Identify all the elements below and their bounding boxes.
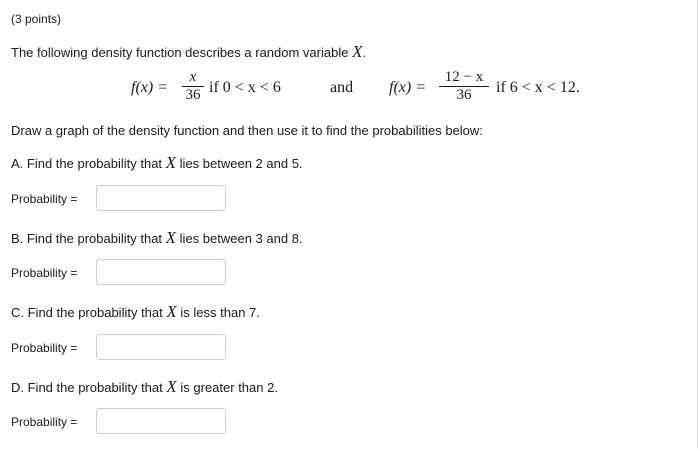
f2-denominator: 36: [456, 87, 472, 103]
question-d: [11, 377, 278, 397]
question-b-suffix: lies between 3 and 8.: [179, 231, 303, 246]
intro-sentence: [11, 42, 366, 62]
question-b-prefix: B. Find the probability that: [11, 231, 163, 246]
probability-c-label: Probability =: [11, 341, 78, 355]
probability-a-label: Probability =: [11, 192, 78, 206]
intro-variable: X: [352, 42, 363, 61]
instruction-text: Draw a graph of the density function and then use it to find the probabilities below:: [11, 123, 483, 138]
page-right-border: [697, 0, 698, 449]
question-a: [11, 153, 303, 173]
f1-lhs: f(x) =: [131, 79, 168, 96]
probability-d-input[interactable]: [96, 408, 226, 434]
question-b: [11, 228, 303, 248]
question-d-variable: X: [166, 377, 177, 396]
intro-period: .: [362, 45, 367, 60]
f1-fraction: [182, 69, 204, 104]
question-b-variable: X: [165, 228, 177, 247]
f1-condition: if 0 < x < 6: [209, 79, 281, 96]
f2-fraction: [439, 69, 489, 104]
question-d-suffix: is greater than 2.: [180, 380, 278, 395]
probability-c-input[interactable]: [96, 334, 226, 360]
probability-b-input[interactable]: [96, 259, 226, 285]
points-label: (3 points): [11, 12, 62, 26]
question-c-suffix: is less than 7.: [180, 305, 260, 320]
probability-a-input[interactable]: [96, 185, 226, 211]
question-a-suffix: lies between 2 and 5.: [179, 156, 303, 171]
f2-numerator: 12 − x: [444, 69, 484, 85]
question-c: [11, 302, 260, 322]
probability-d-label: Probability =: [11, 415, 78, 429]
f1-denominator: 36: [185, 87, 201, 103]
question-c-variable: X: [166, 302, 177, 321]
probability-b-label: Probability =: [11, 266, 78, 280]
intro-text: The following density function describes a random variable: [11, 45, 349, 60]
f2-lhs: f(x) =: [389, 79, 426, 96]
question-a-prefix: A. Find the probability that: [11, 156, 163, 171]
question-c-prefix: C. Find the probability that: [11, 305, 163, 320]
f2-condition: if 6 < x < 12.: [496, 79, 580, 96]
question-a-variable: X: [165, 153, 177, 172]
f1-numerator: x: [189, 69, 197, 85]
and-word: and: [330, 79, 354, 96]
question-d-prefix: D. Find the probability that: [11, 380, 163, 395]
